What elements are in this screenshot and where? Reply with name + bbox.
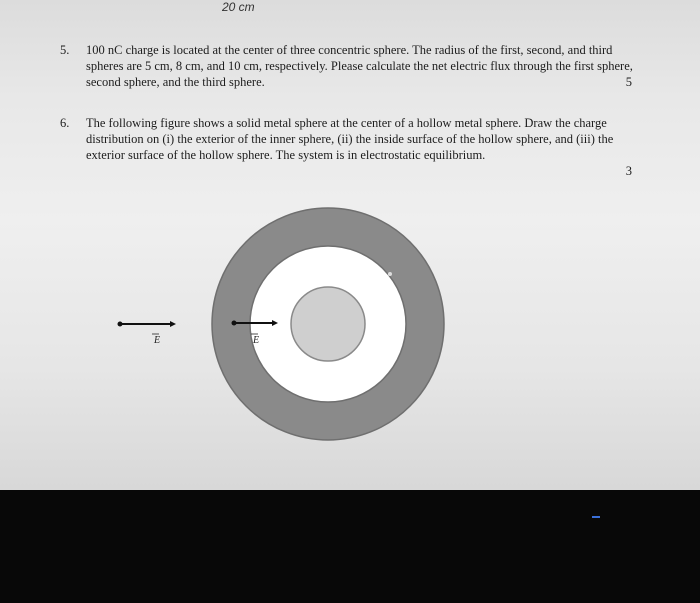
question-marks: 5 [625, 75, 632, 89]
question-text: The following figure shows a solid metal sphere at the center of a hollow metal sphere. Draw the charge distribution on (i) the exterior of the inner sphere, (ii) the inside surface of the hollow sphere, and (iii) the exterior surface of the hollow sphere. The system is in electrostatic equilibrium. [86, 116, 614, 162]
top-edge [0, 0, 700, 12]
question-6 [60, 115, 640, 178]
field-arrow-left-tail [118, 322, 123, 327]
solid-inner-sphere [291, 287, 365, 361]
question-text: 100 nC charge is located at the center of three concentric sphere. The radius of the first, second, and third spheres are 5 cm, 8 cm, and 10 cm, respectively. Please calculate the net electric flux through the first sphere, second sphere, and the third sphere. [86, 43, 633, 89]
screen-bezel [0, 490, 700, 603]
question-marks: 3 [625, 164, 632, 178]
cropped-header-text: 20 cm [222, 0, 255, 14]
surface-mark [388, 272, 392, 276]
question-number: 5. [60, 43, 70, 57]
field-label-left: E [154, 335, 161, 346]
screen-indicator-light [592, 516, 600, 518]
field-arrow-inner-tail [232, 321, 237, 326]
question-number: 6. [60, 116, 70, 130]
field-arrow-left-head [170, 321, 176, 327]
concentric-spheres-figure [0, 190, 700, 490]
field-label-inner: E [253, 335, 260, 346]
question-5 [60, 42, 640, 90]
